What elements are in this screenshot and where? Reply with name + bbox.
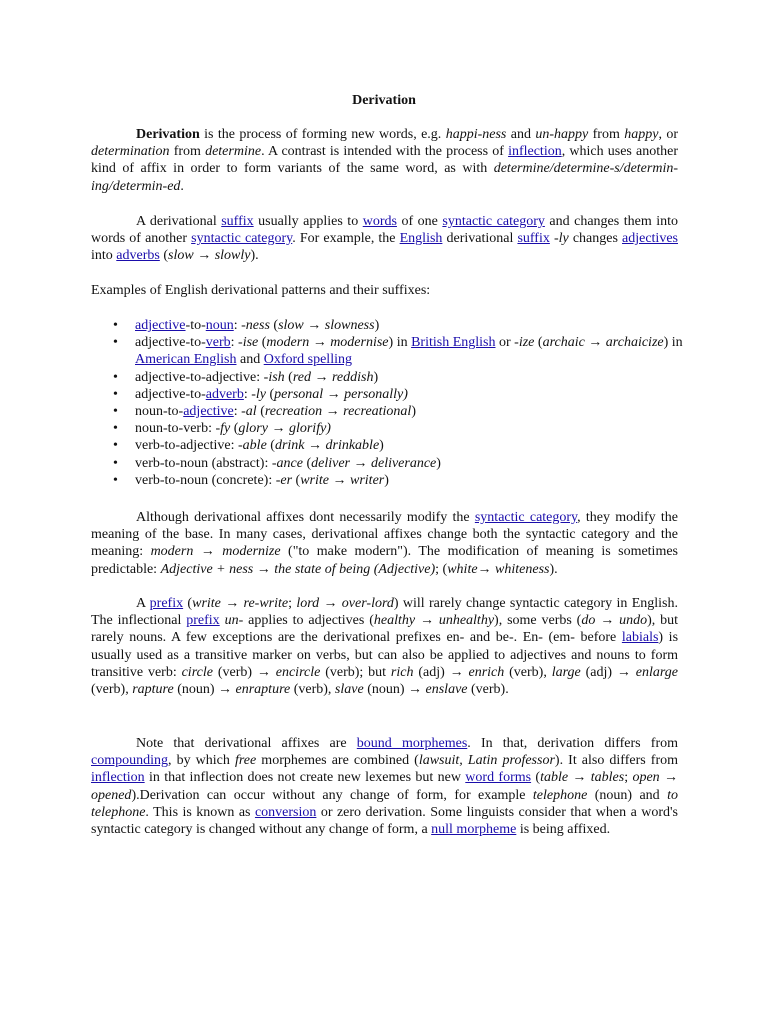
text-run: : <box>233 404 242 420</box>
italic-text: -ize <box>514 335 535 351</box>
paragraph-conversion <box>91 735 678 838</box>
text-run: (verb), <box>91 682 133 698</box>
italic-text: healthy → unhealthy <box>373 613 495 629</box>
list-item <box>91 420 691 437</box>
link-conversion[interactable]: conversion <box>254 804 317 820</box>
text-run: ( <box>534 335 543 351</box>
text-run: (adj) → <box>580 664 636 680</box>
text-run: (verb), <box>290 682 335 698</box>
italic-text: opened <box>91 787 132 803</box>
italic-text: happy <box>624 127 659 142</box>
italic-text: -ly <box>251 386 266 402</box>
text-run: ( <box>269 318 279 333</box>
derivation-examples-list <box>91 317 691 489</box>
text-run: ) <box>373 369 379 385</box>
text-run: ), but rarely nouns. A few exceptions are the derivational prefixes en- and be-. En- (em- before <box>91 613 679 646</box>
text-run: → <box>193 248 215 264</box>
text-run: ( <box>183 596 193 611</box>
italic-text: slowly <box>214 248 251 264</box>
italic-text: rich <box>390 664 414 680</box>
paragraph-intro <box>91 126 678 195</box>
italic-text: -able <box>238 438 267 454</box>
link-compounding[interactable]: compounding <box>91 753 168 769</box>
text-run: verb-to-adjective: <box>135 438 239 454</box>
italic-text: glory → glorify) <box>238 421 331 437</box>
italic-text: write → re-write <box>192 596 289 611</box>
italic-text: enlarge <box>635 664 678 680</box>
text-run: : <box>243 386 252 402</box>
text-run: ) <box>384 472 389 488</box>
link-labials[interactable]: labials <box>621 630 659 646</box>
text-run: ( <box>258 335 267 351</box>
list-item <box>91 472 691 489</box>
italic-text: archaic → archaicize <box>542 335 664 351</box>
text-run: verb-to-noun (abstract): <box>135 455 272 471</box>
italic-text: encircle <box>275 664 321 680</box>
text-run: (noun) → <box>173 682 236 698</box>
italic-text: table <box>540 770 569 786</box>
text-run: (noun) and <box>587 787 668 803</box>
italic-text: free <box>234 753 257 769</box>
bullet-icon: • <box>113 318 118 333</box>
paragraph-prefix <box>91 595 678 698</box>
bullet-icon: • <box>113 421 118 437</box>
text-run: . This is known as <box>145 804 255 820</box>
italic-text: rapture <box>132 682 174 698</box>
text-run: : <box>230 335 239 351</box>
link-american-english[interactable]: American English <box>135 352 237 368</box>
text-run: ; <box>288 596 297 611</box>
text-run: or <box>495 335 515 351</box>
link-syntactic-category[interactable]: syntactic category <box>474 510 578 525</box>
italic-text: lord → over-lord <box>296 596 394 611</box>
italic-text: un- <box>224 613 244 629</box>
text-run: -to- <box>185 318 206 333</box>
text-run: ; <box>624 770 633 786</box>
italic-text: red → reddish <box>292 369 374 385</box>
page-title: Derivation <box>352 93 416 108</box>
text-run: from <box>588 127 625 142</box>
link-suffix[interactable]: suffix <box>517 231 550 247</box>
text-run: noun-to-verb: <box>135 421 216 437</box>
text-run: , or <box>658 127 678 142</box>
text-run: usually applies to <box>253 214 363 229</box>
bullet-icon: • <box>113 472 118 488</box>
link-bound-morphemes[interactable]: bound morphemes <box>356 736 468 751</box>
text-run: ; ( <box>435 561 448 577</box>
bullet-icon: • <box>113 335 118 351</box>
list-item <box>91 334 691 368</box>
text-run: adjective-to- <box>135 335 206 351</box>
italic-text: enrich <box>468 664 505 680</box>
text-run: and <box>506 127 536 142</box>
text-run: . In that, derivation differs from <box>467 736 678 751</box>
text-run: ) will rarely change syntactic category in English. The inflectional <box>91 596 678 629</box>
link-word-forms[interactable]: word forms <box>465 770 532 786</box>
italic-text: -ish <box>263 369 285 385</box>
text-run: ( <box>159 248 168 264</box>
text-run: noun-to- <box>135 404 184 420</box>
link-inflection[interactable]: inflection <box>91 770 145 786</box>
text-run: adjective-to-adjective: <box>135 369 264 385</box>
list-item <box>91 369 691 386</box>
italic-text: slow <box>168 248 194 264</box>
italic-text: write → writer <box>300 472 385 488</box>
link-oxford-spelling[interactable]: Oxford spelling <box>263 352 352 368</box>
text-run: . For example, the <box>292 231 400 247</box>
italic-text: personal → personally) <box>274 386 408 402</box>
link-words[interactable]: words <box>362 214 397 229</box>
paragraph-meaning <box>91 509 678 578</box>
italic-text: -er <box>275 472 293 488</box>
bullet-icon: • <box>113 386 118 402</box>
link-adjective[interactable]: adjective <box>135 318 186 333</box>
text-run: , they modify the meaning of the base. In many cases, derivational affixes change both the syntactic category and the meaning: <box>91 510 678 560</box>
italic-text: deliver → deliverance <box>311 455 437 471</box>
text-run: Although derivational affixes dont necessarily modify the <box>136 510 475 525</box>
italic-text: lawsuit, Latin professor <box>418 753 555 769</box>
list-item <box>91 437 691 454</box>
italic-text: enslave <box>425 682 468 698</box>
paragraph-examples-heading <box>91 282 678 299</box>
italic-text: drink → drinkable <box>274 438 380 454</box>
link-adjective[interactable]: adjective <box>183 404 234 420</box>
text-run: ( <box>266 386 275 402</box>
italic-text: white→ whiteness <box>447 561 550 577</box>
text-run: ). <box>250 248 259 264</box>
italic-text: -ise <box>238 335 259 351</box>
text-run: A <box>136 596 150 611</box>
text-run: is being affixed. <box>516 822 611 838</box>
italic-text: -al <box>241 404 257 420</box>
text-run: or zero derivation. Some linguists consider that when a word's syntactic category is changed without any change of form, a <box>91 804 679 838</box>
italic-text: determination <box>91 144 170 160</box>
text-run: ).Derivation can occur without any change of form, for example <box>131 787 533 803</box>
text-run: ( <box>531 770 541 786</box>
text-run: ) in <box>663 335 683 351</box>
italic-text: circle <box>181 664 213 680</box>
bullet-icon: • <box>113 438 118 454</box>
text-run: morphemes are combined ( <box>256 753 419 769</box>
text-run: adjective-to- <box>135 386 206 402</box>
italic-text: slow → slowness <box>278 318 375 333</box>
text-run: in that inflection does not create new lexemes but new <box>144 770 466 786</box>
italic-text: happi-ness <box>445 127 507 142</box>
list-item <box>91 455 691 472</box>
italic-text: -fy <box>215 421 231 437</box>
italic-text: slave <box>334 682 364 698</box>
bullet-icon: • <box>113 404 118 420</box>
text-run: ) <box>379 438 384 454</box>
bullet-icon: • <box>113 455 118 471</box>
text-run: from <box>169 144 206 160</box>
text-run: ) <box>411 404 416 420</box>
link-noun[interactable]: noun <box>205 318 234 333</box>
italic-text: large <box>551 664 581 680</box>
text-run: Note that derivational affixes are <box>136 736 357 751</box>
text-run: (noun) → <box>363 682 426 698</box>
text-run: ("to make modern"). The modification of meaning is sometimes predictable: <box>91 544 678 577</box>
text-run: ), some verbs ( <box>494 613 582 629</box>
italic-text: do → undo <box>581 613 648 629</box>
italic-text: determine <box>205 144 262 160</box>
italic-text: modern <box>150 544 194 560</box>
text-run: into <box>91 248 117 264</box>
text-run: (verb); but <box>320 664 391 680</box>
text-run: changes <box>568 231 623 247</box>
list-item <box>91 386 691 403</box>
text-run: . <box>180 178 184 194</box>
list-item <box>91 403 691 420</box>
italic-text: open <box>632 770 660 786</box>
link-adverb[interactable]: adverb <box>205 386 244 402</box>
text-run: , by which <box>168 753 235 769</box>
italic-text: tables <box>590 770 625 786</box>
text-run: applies to adjectives ( <box>243 613 374 629</box>
text-run: → <box>193 544 223 560</box>
text-run: ) is usually used as a transitive marker on verbs, but can also be applied to adjectives and nouns to form transitive verb: <box>91 630 679 680</box>
link-prefix[interactable]: prefix <box>186 613 220 629</box>
text-run: ( <box>266 438 275 454</box>
text-run: (verb) → <box>212 664 276 680</box>
italic-text: -ness <box>241 318 270 333</box>
link-inflection[interactable]: inflection <box>508 144 562 160</box>
italic-text: modern → modernise <box>266 335 389 351</box>
link-syntactic-category[interactable]: syntactic category <box>442 214 545 229</box>
link-suffix[interactable]: suffix <box>221 214 254 229</box>
text-run: ( <box>292 472 301 488</box>
italic-text: recreation → recreational <box>264 404 412 420</box>
text-run: verb-to-noun (concrete): <box>135 472 276 488</box>
list-item <box>91 317 691 334</box>
text-run: : <box>233 318 242 333</box>
italic-text: -ance <box>271 455 303 471</box>
link-adverbs[interactable]: adverbs <box>116 248 160 264</box>
text-run: and changes them into words of another <box>91 214 678 247</box>
text-run: ). It also differs from <box>554 753 679 769</box>
italic-text: to telephone <box>91 787 678 820</box>
text-run: → <box>568 770 591 786</box>
link-english[interactable]: English <box>399 231 443 247</box>
text-run: (adj) → <box>413 664 469 680</box>
link-british-english[interactable]: British English <box>411 335 496 351</box>
link-null-morpheme[interactable]: null morpheme <box>431 822 517 838</box>
bold-term: Derivation <box>136 127 200 142</box>
link-adjectives[interactable]: adjectives <box>622 231 678 247</box>
text-run: ) in <box>388 335 412 351</box>
italic-text: un-happy <box>535 127 589 142</box>
italic-text: Adjective + ness → the state of being (Adjective) <box>160 561 436 577</box>
text-run: , which uses another kind of affix in order to form variants of the same word, as with <box>91 144 678 177</box>
text-run: ) <box>436 455 441 471</box>
link-verb[interactable]: verb <box>205 335 231 351</box>
italic-text: enrapture <box>235 682 291 698</box>
text-run: ( <box>256 404 265 420</box>
text-run: ) <box>374 318 380 333</box>
italic-text: -ly <box>553 231 569 247</box>
text-run: Examples of English derivational patterns and their suffixes: <box>91 283 431 298</box>
text-run: derivational <box>442 231 518 247</box>
italic-text: modernize <box>222 544 281 560</box>
text-run: ). <box>549 561 558 577</box>
text-run: → <box>659 770 679 786</box>
italic-text: telephone <box>532 787 588 803</box>
italic-text: determine/determine-s/determin-ing/determin-ed <box>91 161 678 194</box>
text-run: ( <box>230 421 239 437</box>
link-syntactic-category[interactable]: syntactic category <box>191 231 293 247</box>
bullet-icon: • <box>113 369 118 385</box>
text-run: ( <box>302 455 312 471</box>
link-prefix[interactable]: prefix <box>149 596 184 611</box>
text-run: of one <box>396 214 443 229</box>
text-run: ( <box>284 369 293 385</box>
text-run: . A contrast is intended with the process of <box>261 144 509 160</box>
paragraph-suffix <box>91 213 678 265</box>
text-run: A derivational <box>136 214 222 229</box>
text-run: and <box>236 352 264 368</box>
text-run: (verb). <box>467 682 509 698</box>
text-run: (verb), <box>504 664 552 680</box>
text-run: is the process of forming new words, e.g. <box>199 127 446 142</box>
